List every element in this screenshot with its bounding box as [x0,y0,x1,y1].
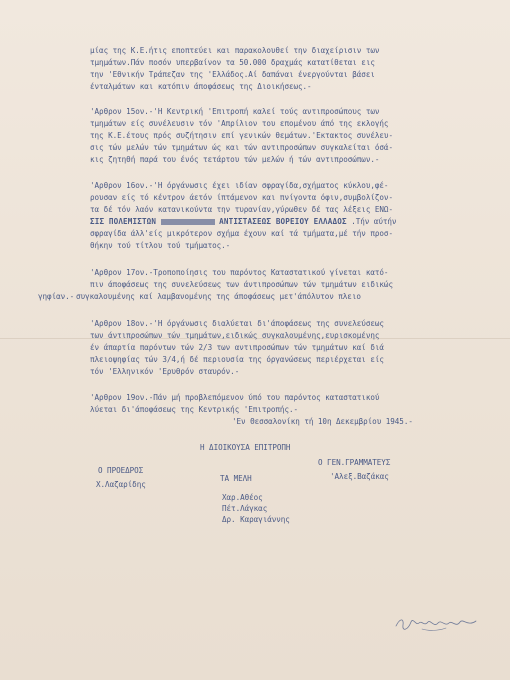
member-name: Χαρ.Αθέος [222,493,263,502]
caps-text: ΑΝΤΙΣΤΑΣΕΩΣ ΒΟΡΕΙΟΥ ΕΛΛΑΔΟΣ [219,217,347,226]
redaction-mark [161,219,215,225]
text-line: σις τών μελών τών τμημάτων ώς και τών αντιπροσώπων συγκαλείται όσά- [90,143,393,152]
text-line: ρουσαν είς τό κέντρον άετόν ίπτάμενον και πνίγοντα όφιν,συμβολίζον- [90,193,393,202]
president-name: Χ.Λαζαρίδης [96,480,146,489]
article-16-line: 'Αρθρον 16ον.-'Η όργάνωσις έχει ιδίαν σφραγίδα,σχήματος κύκλου,φέ- [90,181,389,190]
text-line [90,217,396,226]
text-line: τμημάτων.Πάν ποσόν υπερβαίνον τα 50.000 δραχμάς κατατίθεται εις [90,58,375,67]
margin-note: γηφίαν.- [38,292,75,301]
member-name: Πέτ.Λάγκας [222,504,268,513]
text-fragment: .Τήν αύτήν [351,217,397,226]
text-line: πλειοψηφίας τών 3/4,ή δέ περιουσία της όργανώσεως περιέρχεται είς [90,355,384,364]
text-line: συγκαλουμένης καί λαμβανομένης της άποφάσεως μετ'άπόλυτον πλειο [76,292,361,301]
text-line: λύεται δι'άποφάσεως της Κεντρικής 'Επιτροπής.- [90,405,299,414]
article-15-line: 'Αρθρον 15ον.-'Η Κεντρική 'Επιτροπή καλεί τούς αντιπροσώπους των [90,107,380,116]
text-line: τόν 'Ελληνικόν 'Ερυθρόν σταυρόν.- [90,367,240,376]
secretary-name: 'Αλεξ.Βαζάκας [330,472,389,481]
article-18-line: 'Αρθρον 18ον.-'Η όργάνωσις διαλύεται δι'άποφάσεως της συνελεύσεως [90,319,384,328]
text-line: τμημάτων είς συνέλευσιν τόν 'Απρίλιον του επομένου άπό της εκλογής [90,119,389,128]
article-17-line: 'Αρθρον 17ον.-Τροποποίησις του παρόντος Καταστατικού γίνεται κατό- [90,268,389,277]
member-name: Δρ. Καραγιάννης [222,515,290,524]
date-place-line: 'Εν Θεσσαλονίκη τή 10η Δεκεμβρίου 1945.- [232,417,413,426]
text-line: την 'Εθνικήν Τράπεζαν της 'Ελλάδος.Αί δαπάναι ένεργούνται βάσει [90,70,375,79]
caps-text: ΣΙΣ ΠΟΛΕΜΙΣΤΩΝ [90,217,157,226]
handwritten-signature [394,612,478,634]
text-line: έν άπαρτία παρόντων τών 2/3 των αντιπροσώπων τών τμημάτων καί διά [90,343,384,352]
text-line: τα δέ τόν λαόν κατανικούντα την τυρανίαν,γύρωθεν δέ τας λέξεις ΕΝΩ- [90,205,393,214]
text-line: της Κ.Ε.έτους πρός συζήτησιν επί γενικών θεμάτων.'Εκτακτος συνέλευ- [90,131,393,140]
text-line: πιν άποφάσεως της συνελεύσεως των άντιπροσώπων τών τμημάτων ειδικώς [90,280,393,289]
text-line: κις ζητηθή παρά του ένός τετάρτου τών μελών ή τών αντιπροσώπων.- [90,155,380,164]
text-line: μίας της Κ.Ε.ήτις εποπτεύει και παρακολουθεί την διαχείρισιν των [90,46,380,55]
article-19-line: 'Αρθρον 19ον.-Πάν μή προβλεπόμενον ύπό του παρόντος καταστατικού [90,393,380,402]
members-title: ΤΑ ΜΕΛΗ [220,474,252,483]
text-line: θήκην τού τίτλου τού τμήματος.- [90,241,231,250]
committee-heading: Η ΔΙΟΙΚΟΥΣΑ ΕΠΙΤΡΟΠΗ [200,443,291,452]
president-title: Ο ΠΡΟΕΔΡΟΣ [98,466,144,475]
text-line: ένταλμάτων και κατόπιν άποφάσεως της Διοικήσεως.- [90,82,312,91]
text-line: των άντιπροσώπων τών τμημάτων,ειδικώς συγκαλουμένης,ευρισκομένης [90,331,380,340]
text-line: σφραγίδα άλλ'είς μικρότερον σχήμα έχουν καί τά τμήματα,μέ τήν προσ- [90,229,393,238]
secretary-title: Ο ΓΕΝ.ΓΡΑΜΜΑΤΕΥΣ [318,458,391,467]
